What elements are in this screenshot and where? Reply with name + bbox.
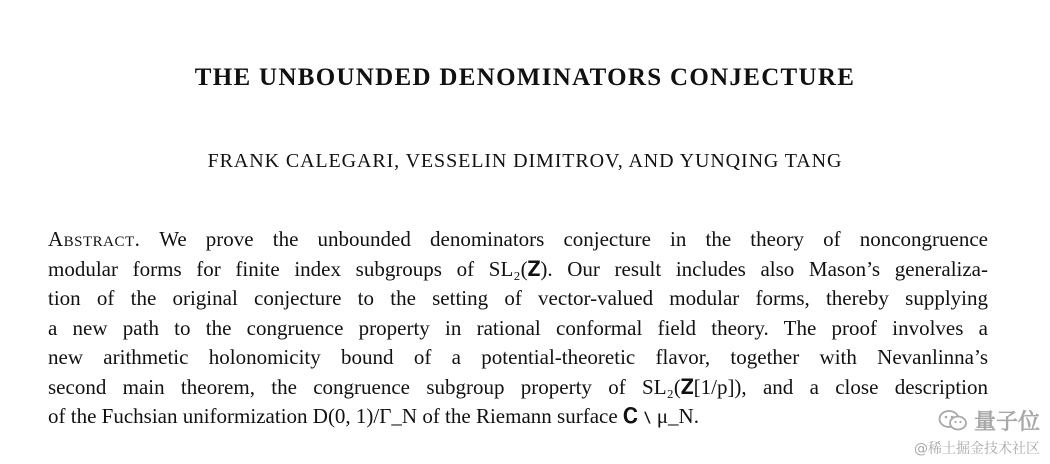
- abstract-line: tion of the original conjecture to the setting of vector-valued modular forms, thereby supplying: [48, 286, 988, 310]
- wechat-icon: [938, 409, 968, 433]
- paper-title: THE UNBOUNDED DENOMINATORS CONJECTURE: [194, 64, 856, 91]
- abstract-line: modular forms for finite index subgroups of SL₂(𝐙). Our result includes also Mason’s generaliza-: [48, 256, 988, 281]
- watermark-brand: 量子位: [973, 410, 1040, 435]
- abstract-line: [48, 225, 988, 255]
- abstract-line-text: We prove the unbounded denominators conjecture in the theory of noncongruence: [159, 227, 988, 251]
- abstract-line: new arithmetic holonomicity bound of a potential-theoretic flavor, together with Nevanlinna’s: [48, 345, 988, 369]
- abstract-line: of the Fuchsian uniformization D(0, 1)/Γ_N of the Riemann surface 𝐂 ∖ μ_N.: [48, 404, 699, 428]
- abstract-line: a new path to the congruence property in rational conformal field theory. The proof involves a: [48, 315, 988, 340]
- abstract-label: Abstract.: [48, 227, 141, 251]
- watermark-source: @稀土掘金技术社区: [914, 441, 1040, 457]
- abstract-block: [48, 225, 988, 432]
- watermark: [914, 405, 1040, 458]
- paper-authors: FRANK CALEGARI, VESSELIN DIMITROV, AND YUNQING TANG: [207, 150, 843, 172]
- abstract-line: second main theorem, the congruence subgroup property of SL₂(𝐙[1/p]), and a close description: [48, 374, 988, 399]
